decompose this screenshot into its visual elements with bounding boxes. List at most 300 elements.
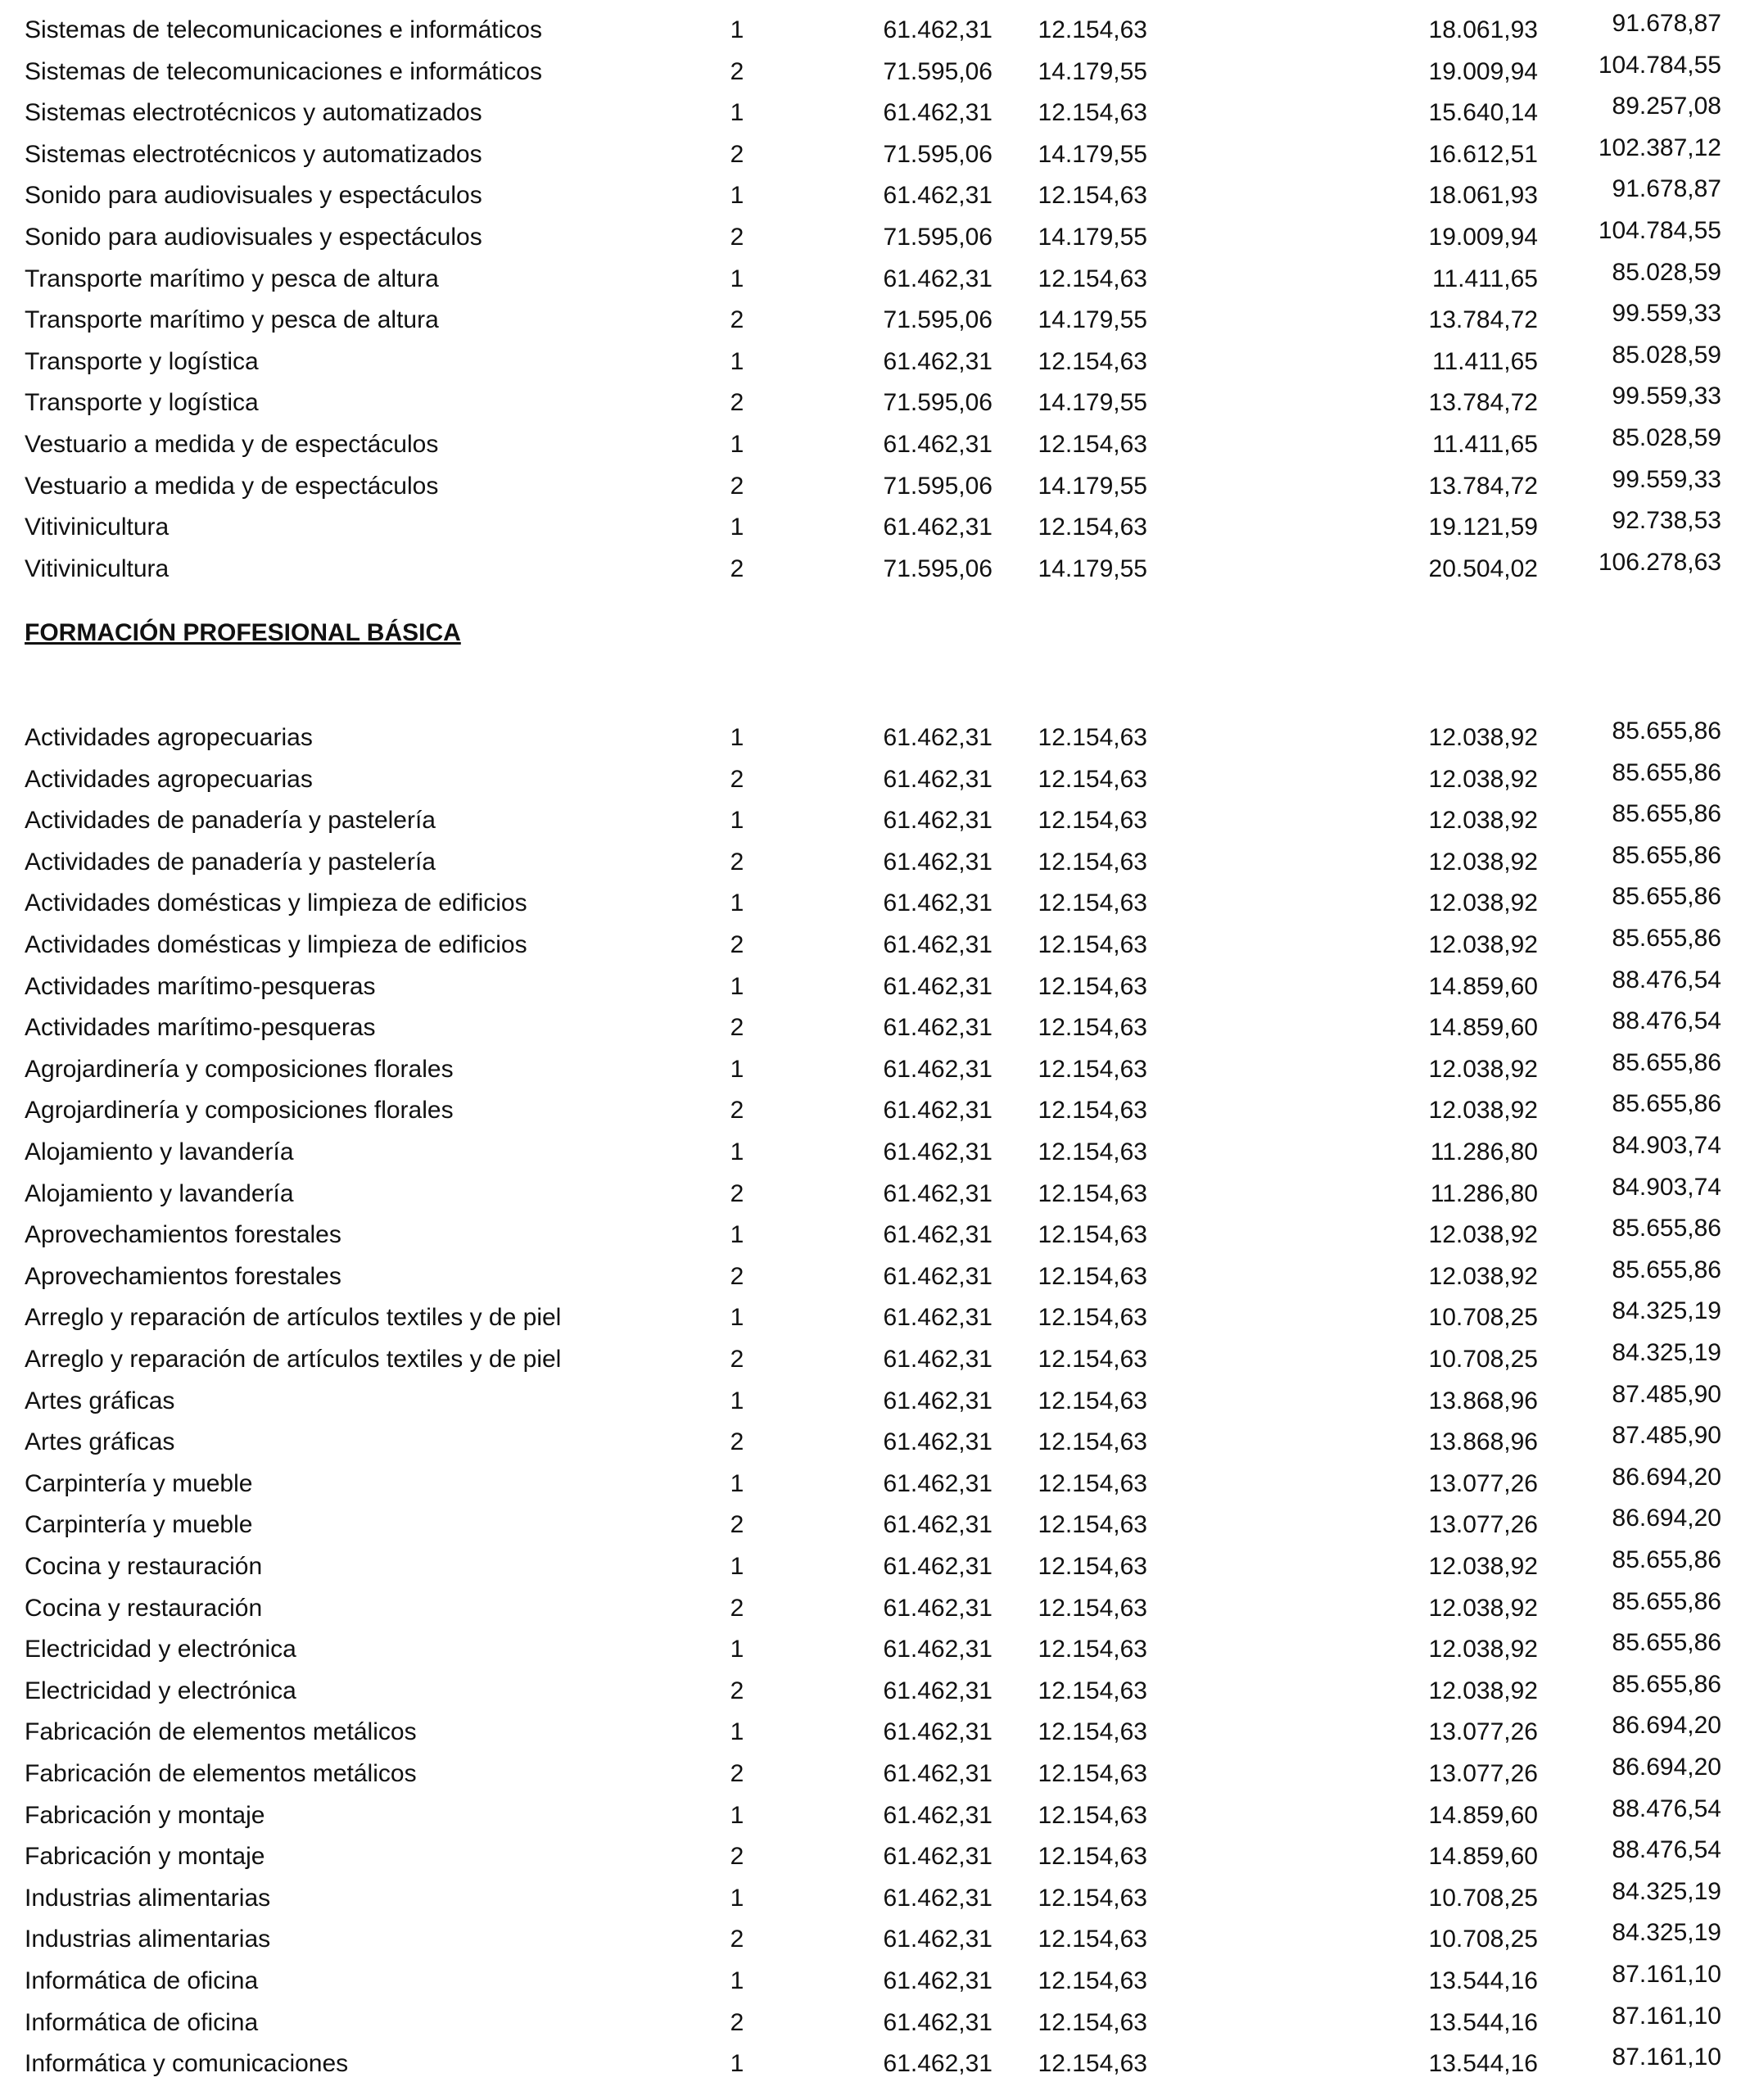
row-label: Agrojardinería y composiciones florales (25, 1055, 454, 1083)
row-level: 1 (730, 807, 744, 835)
row-amount-2: 12.154,63 (1038, 1718, 1147, 1746)
row-amount-3: 13.077,26 (1428, 1511, 1538, 1539)
table-row (0, 1174, 1741, 1215)
row-amount-1: 61.462,31 (883, 16, 993, 43)
row-label: Industrias alimentarias (25, 1884, 271, 1912)
row-total: 85.655,86 (1612, 1670, 1721, 1698)
row-total: 87.161,10 (1612, 2002, 1721, 2030)
row-amount-1: 61.462,31 (883, 1346, 993, 1373)
row-amount-3: 12.038,92 (1428, 807, 1538, 835)
row-level: 1 (730, 1967, 744, 1994)
table-row (0, 1961, 1741, 2002)
row-total: 91.678,87 (1612, 175, 1721, 203)
row-amount-1: 61.462,31 (883, 1055, 993, 1083)
row-label: Fabricación y montaje (25, 1843, 265, 1871)
row-amount-1: 61.462,31 (883, 1718, 993, 1746)
row-level: 1 (730, 1636, 744, 1663)
table-row (0, 842, 1741, 883)
row-amount-1: 71.595,06 (883, 554, 993, 582)
table-row (0, 800, 1741, 841)
row-amount-2: 12.154,63 (1038, 1677, 1147, 1704)
table-row (0, 1381, 1741, 1422)
row-total: 88.476,54 (1612, 1007, 1721, 1035)
row-label: Sistemas de telecomunicaciones e informáticos (25, 16, 542, 43)
table-row (0, 10, 1741, 51)
table-row (0, 717, 1741, 758)
row-amount-1: 61.462,31 (883, 1760, 993, 1787)
row-label: Fabricación de elementos metálicos (25, 1718, 417, 1746)
row-amount-1: 61.462,31 (883, 1221, 993, 1249)
row-amount-3: 13.544,16 (1428, 2008, 1538, 2036)
row-amount-3: 11.411,65 (1431, 431, 1538, 458)
table-row (0, 759, 1741, 800)
row-amount-2: 12.154,63 (1038, 1221, 1147, 1249)
row-level: 2 (730, 140, 744, 168)
row-total: 88.476,54 (1612, 966, 1721, 993)
row-label: Aprovechamientos forestales (25, 1221, 341, 1249)
table-row (0, 1919, 1741, 1960)
row-total: 86.694,20 (1612, 1754, 1721, 1781)
row-amount-2: 12.154,63 (1038, 1428, 1147, 1456)
row-label: Transporte marítimo y pesca de altura (25, 306, 439, 334)
row-level: 1 (730, 514, 744, 541)
row-amount-1: 61.462,31 (883, 724, 993, 751)
row-amount-1: 61.462,31 (883, 1428, 993, 1456)
table-row (0, 259, 1741, 300)
table-row (0, 342, 1741, 382)
row-amount-2: 12.154,63 (1038, 1594, 1147, 1622)
row-total: 85.655,86 (1612, 1215, 1721, 1242)
table-row (0, 1422, 1741, 1463)
row-level: 2 (730, 1346, 744, 1373)
table-row (0, 1712, 1741, 1753)
row-total: 85.028,59 (1612, 258, 1721, 286)
row-amount-3: 14.859,60 (1428, 1801, 1538, 1829)
row-total: 84.903,74 (1612, 1132, 1721, 1159)
row-total: 106.278,63 (1598, 548, 1721, 576)
row-amount-3: 12.038,92 (1428, 1221, 1538, 1249)
row-amount-1: 61.462,31 (883, 848, 993, 876)
row-amount-3: 12.038,92 (1428, 1097, 1538, 1125)
row-level: 1 (730, 724, 744, 751)
row-amount-2: 12.154,63 (1038, 1304, 1147, 1332)
row-amount-2: 12.154,63 (1038, 1469, 1147, 1497)
row-total: 85.028,59 (1612, 424, 1721, 451)
row-amount-3: 18.061,93 (1428, 182, 1538, 210)
row-amount-3: 14.859,60 (1428, 972, 1538, 1000)
row-label: Actividades domésticas y limpieza de edificios (25, 931, 527, 958)
row-total: 87.485,90 (1612, 1380, 1721, 1408)
table-row (0, 217, 1741, 258)
row-total: 99.559,33 (1612, 465, 1721, 493)
row-amount-3: 13.077,26 (1428, 1469, 1538, 1497)
row-level: 2 (730, 765, 744, 793)
table-row (0, 1464, 1741, 1505)
table-row (0, 424, 1741, 465)
row-amount-3: 11.411,65 (1431, 265, 1538, 292)
row-level: 1 (730, 1801, 744, 1829)
row-level: 1 (730, 1718, 744, 1746)
row-amount-1: 61.462,31 (883, 972, 993, 1000)
row-amount-3: 10.708,25 (1428, 1926, 1538, 1953)
row-level: 1 (730, 1138, 744, 1165)
row-amount-3: 12.038,92 (1428, 889, 1538, 917)
row-label: Transporte y logística (25, 347, 259, 375)
row-level: 1 (730, 2050, 744, 2078)
row-amount-2: 12.154,63 (1038, 1884, 1147, 1912)
row-amount-2: 12.154,63 (1038, 1511, 1147, 1539)
row-level: 2 (730, 1097, 744, 1125)
row-level: 1 (730, 889, 744, 917)
row-level: 2 (730, 1926, 744, 1953)
row-amount-3: 12.038,92 (1428, 931, 1538, 958)
row-level: 2 (730, 2008, 744, 2036)
row-label: Actividades marítimo-pesqueras (25, 1014, 376, 1042)
table-row (0, 1546, 1741, 1587)
row-amount-1: 61.462,31 (883, 1636, 993, 1663)
row-amount-3: 10.708,25 (1428, 1884, 1538, 1912)
row-amount-3: 14.859,60 (1428, 1014, 1538, 1042)
row-total: 86.694,20 (1612, 1712, 1721, 1740)
table-row (0, 175, 1741, 216)
row-amount-1: 71.595,06 (883, 224, 993, 251)
row-total: 104.784,55 (1598, 217, 1721, 244)
row-amount-3: 13.077,26 (1428, 1718, 1538, 1746)
row-amount-2: 12.154,63 (1038, 1262, 1147, 1290)
row-label: Actividades domésticas y limpieza de edificios (25, 889, 527, 917)
row-amount-1: 61.462,31 (883, 1138, 993, 1165)
row-amount-2: 12.154,63 (1038, 931, 1147, 958)
row-amount-2: 14.179,55 (1038, 472, 1147, 500)
row-total: 85.028,59 (1612, 341, 1721, 369)
row-amount-1: 61.462,31 (883, 1469, 993, 1497)
row-total: 84.325,19 (1612, 1297, 1721, 1325)
row-total: 85.655,86 (1612, 758, 1721, 786)
row-total: 84.325,19 (1612, 1877, 1721, 1905)
row-total: 84.325,19 (1612, 1919, 1721, 1947)
row-level: 2 (730, 1014, 744, 1042)
row-amount-2: 14.179,55 (1038, 389, 1147, 417)
row-level: 2 (730, 1677, 744, 1704)
row-label: Agrojardinería y composiciones florales (25, 1097, 454, 1125)
row-label: Vitivinicultura (25, 554, 170, 582)
row-amount-1: 61.462,31 (883, 182, 993, 210)
row-label: Cocina y restauración (25, 1594, 263, 1622)
row-label: Vestuario a medida y de espectáculos (25, 472, 439, 500)
row-amount-3: 10.708,25 (1428, 1346, 1538, 1373)
row-total: 88.476,54 (1612, 1795, 1721, 1822)
row-label: Fabricación y montaje (25, 1801, 265, 1829)
row-amount-1: 61.462,31 (883, 347, 993, 375)
row-amount-1: 61.462,31 (883, 1884, 993, 1912)
table-row (0, 134, 1741, 175)
row-level: 1 (730, 1304, 744, 1332)
row-amount-2: 12.154,63 (1038, 1843, 1147, 1871)
row-label: Alojamiento y lavandería (25, 1179, 294, 1207)
row-amount-2: 12.154,63 (1038, 765, 1147, 793)
row-amount-2: 12.154,63 (1038, 1636, 1147, 1663)
row-label: Carpintería y mueble (25, 1469, 253, 1497)
row-level: 1 (730, 1221, 744, 1249)
row-amount-1: 61.462,31 (883, 2050, 993, 2078)
row-label: Actividades agropecuarias (25, 724, 313, 751)
row-amount-3: 12.038,92 (1428, 1262, 1538, 1290)
row-amount-1: 61.462,31 (883, 1677, 993, 1704)
row-amount-3: 13.544,16 (1428, 2050, 1538, 2078)
row-level: 1 (730, 1469, 744, 1497)
row-amount-2: 12.154,63 (1038, 848, 1147, 876)
row-label: Electricidad y electrónica (25, 1636, 296, 1663)
row-label: Aprovechamientos forestales (25, 1262, 341, 1290)
row-amount-1: 61.462,31 (883, 1511, 993, 1539)
row-amount-1: 61.462,31 (883, 514, 993, 541)
row-total: 88.476,54 (1612, 1836, 1721, 1864)
row-amount-3: 10.708,25 (1428, 1304, 1538, 1332)
row-level: 2 (730, 306, 744, 334)
row-total: 85.655,86 (1612, 717, 1721, 745)
row-level: 2 (730, 554, 744, 582)
row-total: 85.655,86 (1612, 1546, 1721, 1573)
row-total: 85.655,86 (1612, 1629, 1721, 1657)
row-amount-1: 61.462,31 (883, 1553, 993, 1580)
row-amount-1: 61.462,31 (883, 1179, 993, 1207)
row-label: Informática de oficina (25, 1967, 259, 1994)
row-amount-1: 61.462,31 (883, 1097, 993, 1125)
row-amount-3: 13.784,72 (1428, 306, 1538, 334)
row-amount-1: 61.462,31 (883, 2008, 993, 2036)
row-amount-2: 12.154,63 (1038, 1055, 1147, 1083)
row-amount-3: 12.038,92 (1428, 1055, 1538, 1083)
row-total: 85.655,86 (1612, 1587, 1721, 1615)
row-label: Electricidad y electrónica (25, 1677, 296, 1704)
row-label: Transporte marítimo y pesca de altura (25, 265, 439, 292)
row-total: 85.655,86 (1612, 1048, 1721, 1076)
row-amount-3: 11.286,80 (1430, 1138, 1538, 1165)
row-label: Transporte y logística (25, 389, 259, 417)
row-label: Sonido para audiovisuales y espectáculos (25, 182, 482, 210)
row-total: 87.161,10 (1612, 1961, 1721, 1988)
table-row (0, 1878, 1741, 1919)
row-amount-2: 12.154,63 (1038, 16, 1147, 43)
row-total: 86.694,20 (1612, 1505, 1721, 1532)
table-row (0, 507, 1741, 548)
table-row (0, 883, 1741, 924)
row-amount-3: 11.286,80 (1430, 1179, 1538, 1207)
row-total: 92.738,53 (1612, 507, 1721, 535)
row-level: 1 (730, 1884, 744, 1912)
row-label: Cocina y restauración (25, 1553, 263, 1580)
row-label: Industrias alimentarias (25, 1926, 271, 1953)
row-label: Sonido para audiovisuales y espectáculos (25, 224, 482, 251)
row-amount-2: 12.154,63 (1038, 1801, 1147, 1829)
row-amount-3: 13.784,72 (1428, 472, 1538, 500)
row-total: 102.387,12 (1598, 134, 1721, 161)
row-label: Actividades marítimo-pesqueras (25, 972, 376, 1000)
row-amount-2: 12.154,63 (1038, 1553, 1147, 1580)
table-row (0, 925, 1741, 966)
row-label: Actividades de panadería y pastelería (25, 848, 436, 876)
row-total: 85.655,86 (1612, 841, 1721, 869)
table-row (0, 1256, 1741, 1297)
row-amount-2: 12.154,63 (1038, 1138, 1147, 1165)
table-row (0, 466, 1741, 507)
row-label: Informática y comunicaciones (25, 2050, 349, 2078)
row-level: 2 (730, 1843, 744, 1871)
row-amount-1: 61.462,31 (883, 1014, 993, 1042)
row-total: 87.485,90 (1612, 1422, 1721, 1450)
row-amount-2: 12.154,63 (1038, 1967, 1147, 1994)
row-amount-2: 12.154,63 (1038, 99, 1147, 127)
row-amount-3: 11.411,65 (1431, 347, 1538, 375)
row-level: 2 (730, 1594, 744, 1622)
row-amount-2: 12.154,63 (1038, 2008, 1147, 2036)
table-row (0, 2043, 1741, 2084)
row-total: 84.325,19 (1612, 1339, 1721, 1366)
row-amount-1: 61.462,31 (883, 1801, 993, 1829)
row-label: Vestuario a medida y de espectáculos (25, 431, 439, 458)
row-total: 85.655,86 (1612, 1090, 1721, 1118)
row-amount-1: 61.462,31 (883, 807, 993, 835)
row-amount-2: 12.154,63 (1038, 1387, 1147, 1414)
row-amount-2: 14.179,55 (1038, 57, 1147, 85)
row-total: 89.257,08 (1612, 93, 1721, 120)
table-row (0, 1007, 1741, 1048)
row-label: Artes gráficas (25, 1428, 175, 1456)
row-total: 91.678,87 (1612, 10, 1721, 37)
row-label: Sistemas de telecomunicaciones e informáticos (25, 57, 542, 85)
row-label: Carpintería y mueble (25, 1511, 253, 1539)
row-amount-3: 15.640,14 (1428, 99, 1538, 127)
row-level: 2 (730, 472, 744, 500)
row-total: 99.559,33 (1612, 300, 1721, 328)
row-amount-2: 12.154,63 (1038, 182, 1147, 210)
row-label: Sistemas electrotécnicos y automatizados (25, 140, 482, 168)
table-row (0, 1671, 1741, 1712)
row-amount-3: 19.121,59 (1428, 514, 1538, 541)
row-total: 85.655,86 (1612, 800, 1721, 828)
row-level: 1 (730, 182, 744, 210)
table-row (0, 1505, 1741, 1546)
row-level: 1 (730, 431, 744, 458)
row-level: 2 (730, 389, 744, 417)
row-amount-3: 13.868,96 (1428, 1428, 1538, 1456)
row-amount-2: 12.154,63 (1038, 514, 1147, 541)
table-row (0, 382, 1741, 423)
row-amount-1: 71.595,06 (883, 389, 993, 417)
row-amount-1: 71.595,06 (883, 140, 993, 168)
row-label: Alojamiento y lavandería (25, 1138, 294, 1165)
row-amount-3: 19.009,94 (1428, 57, 1538, 85)
row-amount-1: 61.462,31 (883, 889, 993, 917)
row-amount-3: 13.077,26 (1428, 1760, 1538, 1787)
row-amount-1: 61.462,31 (883, 265, 993, 292)
row-amount-1: 71.595,06 (883, 57, 993, 85)
row-total: 84.903,74 (1612, 1173, 1721, 1201)
row-amount-2: 12.154,63 (1038, 1926, 1147, 1953)
table-row (0, 1629, 1741, 1670)
row-amount-2: 12.154,63 (1038, 2050, 1147, 2078)
row-total: 85.655,86 (1612, 1256, 1721, 1283)
row-amount-2: 12.154,63 (1038, 724, 1147, 751)
row-amount-3: 13.868,96 (1428, 1387, 1538, 1414)
row-amount-1: 61.462,31 (883, 1967, 993, 1994)
row-label: Informática de oficina (25, 2008, 259, 2036)
row-amount-1: 61.462,31 (883, 1926, 993, 1953)
row-amount-3: 16.612,51 (1428, 140, 1538, 168)
row-amount-2: 12.154,63 (1038, 1179, 1147, 1207)
row-level: 1 (730, 265, 744, 292)
section-title: FORMACIÓN PROFESIONAL BÁSICA (25, 619, 461, 646)
row-amount-3: 12.038,92 (1428, 1553, 1538, 1580)
row-level: 1 (730, 1055, 744, 1083)
row-label: Actividades agropecuarias (25, 765, 313, 793)
table-row (0, 300, 1741, 341)
row-amount-2: 14.179,55 (1038, 140, 1147, 168)
row-amount-2: 12.154,63 (1038, 431, 1147, 458)
row-amount-2: 12.154,63 (1038, 1097, 1147, 1125)
row-amount-1: 61.462,31 (883, 431, 993, 458)
row-level: 1 (730, 347, 744, 375)
row-level: 2 (730, 1179, 744, 1207)
row-amount-3: 12.038,92 (1428, 724, 1538, 751)
row-amount-3: 12.038,92 (1428, 848, 1538, 876)
row-amount-2: 14.179,55 (1038, 306, 1147, 334)
table-row (0, 1339, 1741, 1380)
row-level: 1 (730, 972, 744, 1000)
row-amount-1: 61.462,31 (883, 931, 993, 958)
row-total: 86.694,20 (1612, 1463, 1721, 1491)
row-amount-1: 61.462,31 (883, 1304, 993, 1332)
table-row (0, 52, 1741, 93)
row-amount-2: 12.154,63 (1038, 347, 1147, 375)
table-row (0, 1795, 1741, 1836)
table-row (0, 1049, 1741, 1090)
row-amount-3: 19.009,94 (1428, 224, 1538, 251)
table-row (0, 1297, 1741, 1338)
row-label: Actividades de panadería y pastelería (25, 807, 436, 835)
row-total: 85.655,86 (1612, 925, 1721, 952)
row-amount-2: 12.154,63 (1038, 889, 1147, 917)
row-amount-2: 12.154,63 (1038, 807, 1147, 835)
row-level: 1 (730, 1553, 744, 1580)
row-level: 2 (730, 848, 744, 876)
table-row (0, 1588, 1741, 1629)
row-amount-3: 13.544,16 (1428, 1967, 1538, 1994)
row-total: 85.655,86 (1612, 883, 1721, 911)
row-amount-3: 12.038,92 (1428, 765, 1538, 793)
row-level: 1 (730, 1387, 744, 1414)
row-total: 99.559,33 (1612, 382, 1721, 410)
table-row (0, 1090, 1741, 1131)
row-amount-2: 12.154,63 (1038, 1346, 1147, 1373)
row-level: 1 (730, 16, 744, 43)
row-level: 1 (730, 99, 744, 127)
table-row (0, 1132, 1741, 1173)
row-amount-1: 61.462,31 (883, 1594, 993, 1622)
row-label: Arreglo y reparación de artículos textiles y de piel (25, 1346, 562, 1373)
row-amount-1: 61.462,31 (883, 1387, 993, 1414)
row-amount-3: 12.038,92 (1428, 1677, 1538, 1704)
row-amount-2: 14.179,55 (1038, 224, 1147, 251)
row-amount-1: 71.595,06 (883, 306, 993, 334)
row-amount-1: 61.462,31 (883, 99, 993, 127)
row-label: Sistemas electrotécnicos y automatizados (25, 99, 482, 127)
row-label: Vitivinicultura (25, 514, 170, 541)
table-row (0, 93, 1741, 134)
row-label: Fabricación de elementos metálicos (25, 1760, 417, 1787)
row-level: 2 (730, 224, 744, 251)
row-amount-3: 13.784,72 (1428, 389, 1538, 417)
